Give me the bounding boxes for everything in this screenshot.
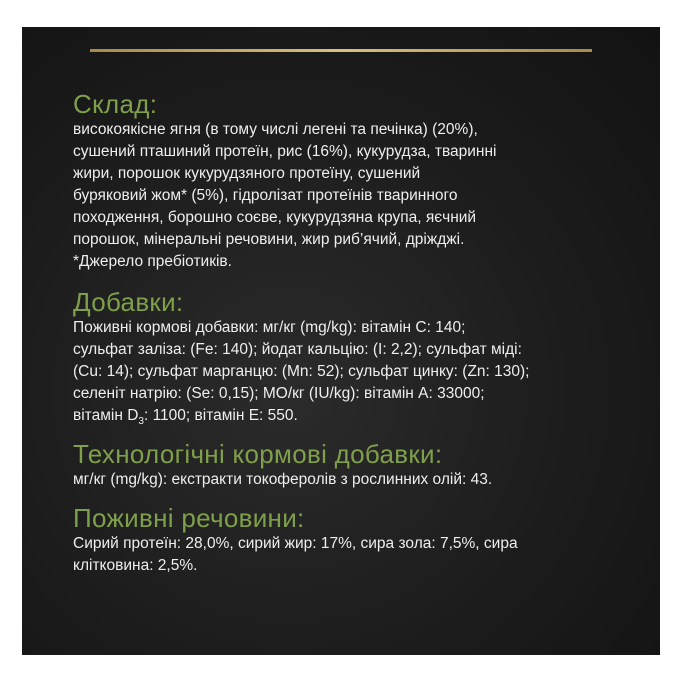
text-line-vitamin-d — [73, 405, 633, 427]
text-line: походження, борошно соєве, кукурудзяна крупа, яєчний — [73, 209, 477, 226]
text-line: буряковий жом* (5%), гідролізат протеїнів тваринного — [73, 187, 458, 204]
text-line: Сирий протеїн: 28,0%, сирий жир: 17%, сира зола: 7,5%, сира — [73, 535, 518, 552]
text-line: (Cu: 14); сульфат марганцю: (Mn: 52); сульфат цинку: (Zn: 130); — [73, 363, 530, 380]
additives-text — [73, 317, 633, 427]
text-line: сульфат заліза: (Fe: 140); йодат кальцію: (I: 2,2); сульфат міді: — [73, 341, 522, 358]
text-line: порошок, мінеральні речовини, жир риб’ячий, дріжджі. — [73, 231, 465, 248]
text-line: Поживні кормові добавки: мг/кг (mg/kg): вітамін С: 140; — [73, 319, 466, 336]
text-line: сушений пташиний протеїн, рис (16%), кукурудза, тваринні — [73, 143, 497, 160]
label-content — [73, 89, 633, 577]
technological-section — [73, 439, 633, 491]
text-line: жири, порошок кукурудзяного протеїну, сушений — [73, 165, 421, 182]
text-line: мг/кг (mg/kg): екстракти токоферолів з рослинних олій: 43. — [73, 471, 493, 488]
text-line: селеніт натрію: (Se: 0,15); МО/кг (IU/kg): вітамін А: 33000; — [73, 385, 485, 402]
composition-section — [73, 89, 633, 273]
nutrients-text — [73, 533, 633, 577]
additives-section — [73, 287, 633, 427]
technological-text — [73, 469, 633, 491]
technological-heading: Технологічні кормові добавки: — [73, 439, 443, 469]
nutrients-heading: Поживні речовини: — [73, 503, 305, 533]
footnote: *Джерело пребіотиків. — [73, 253, 232, 270]
additives-heading: Добавки: — [73, 287, 184, 317]
text-line: високоякісне ягня (в тому числі легені та печінка) (20%), — [73, 121, 478, 138]
composition-heading: Склад: — [73, 89, 158, 119]
vitamin-d-prefix: вітамін D — [73, 407, 139, 424]
text-line: клітковина: 2,5%. — [73, 557, 198, 574]
vitamin-d-suffix: : 1100; вітамін Е: 550. — [143, 407, 298, 424]
composition-text — [73, 119, 633, 273]
nutrients-section — [73, 503, 633, 577]
gold-divider — [90, 49, 592, 52]
vitamin-d-subscript: 3 — [138, 416, 144, 428]
ingredients-panel — [22, 27, 660, 655]
